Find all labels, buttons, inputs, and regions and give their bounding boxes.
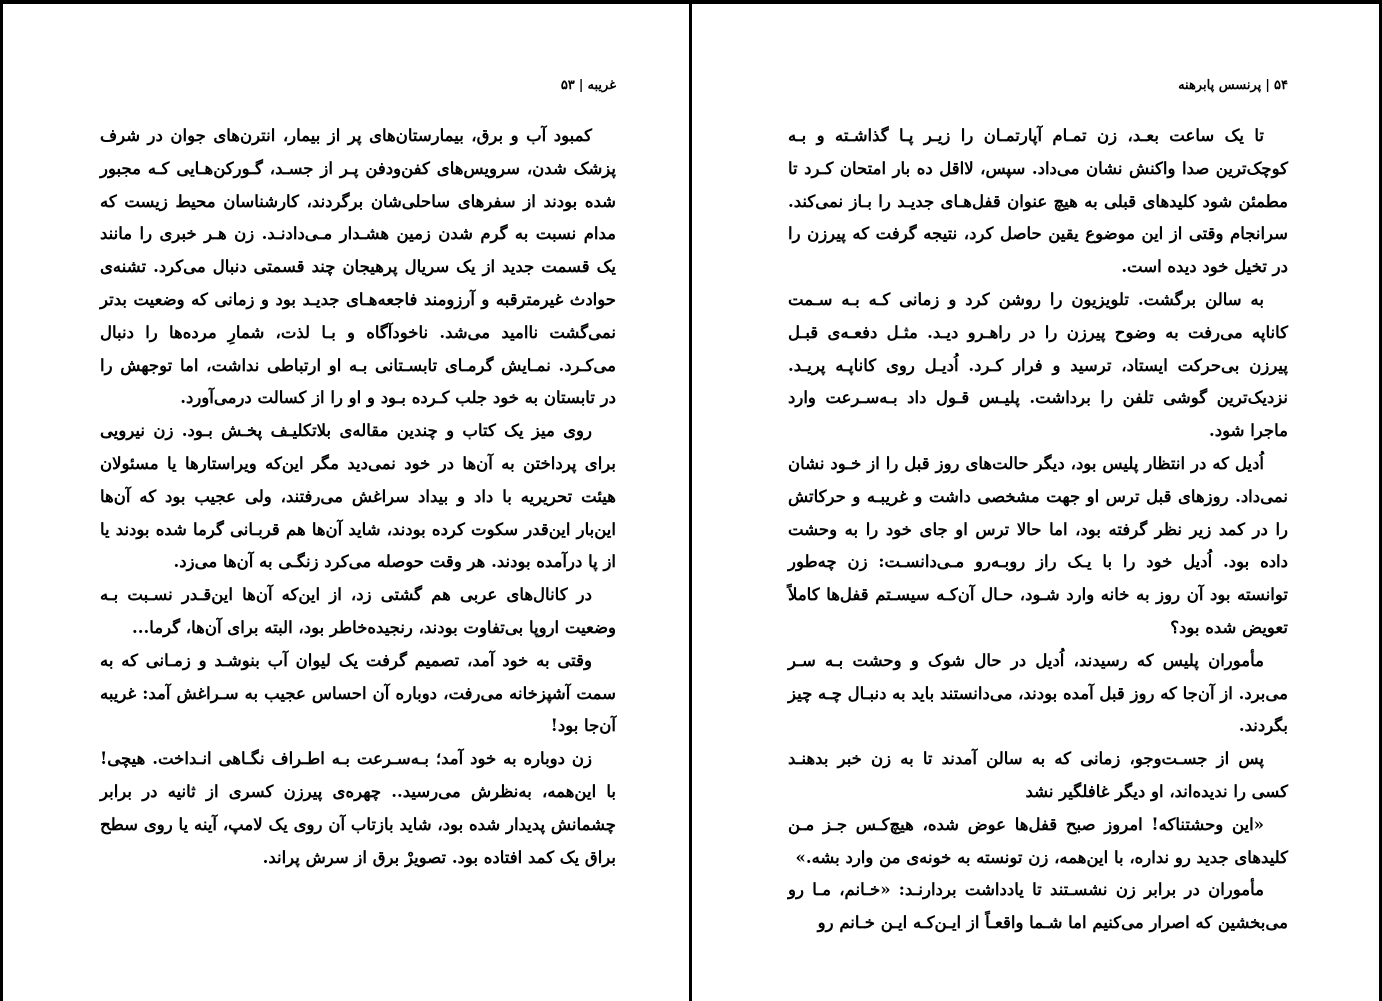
- left-paragraph: وقتی به خود آمد، تصمیم گرفت یک لیوان آب بنوشـد و زمـانی که به سمت آشپزخانه می‌رفت، دوباره آن احساس عجیب به سـراغش آمد: غریبه آن‌جا بود!: [100, 650, 616, 736]
- right-paragraph: به سالن برگشت. تلویزیون را روشن کرد و زمانی کـه بـه سـمت کاناپه می‌رفت به وضوح پیرزن را در راهـرو دیـد. مثـل دفعـه‌ی قبـل پیرزن بی‌حرکت ایستاد، ترسید و فرار کـرد. اُدیـل روی کاناپـه پریـد. نزدیک‌ترین گوشی تلفن را برداشت. پلیـس قـول داد بـه‌سـرعت وارد ماجرا شود.: [788, 289, 1288, 441]
- left-page: [100, 0, 616, 1001]
- right-header-title: پرنسس پابرهنه: [1178, 78, 1262, 93]
- left-page-body: [100, 120, 616, 874]
- right-page: [788, 0, 1288, 1001]
- right-page-header: [1178, 74, 1288, 98]
- right-paragraph: اُدیل که در انتظار پلیس بود، دیگر حالت‌های روز قبل را از خـود نشان نمی‌داد. روزهای قبل ترس او جهت مشخصی داشت و غریبـه و حرکاتش را در کمد زیر نظر گرفته بود، اما حالا ترس او جای خود را به وحشت داده بود. اُدیل خود را با یـک راز روبـه‌رو مـی‌دانسـت: زن چه‌طور توانسته بود آن روز به خانه وارد شـود، حـال آن‌کـه سیسـتم قفل‌ها کاملاً تعویض شده بود؟: [788, 453, 1288, 637]
- right-paragraph: «این وحشتناکه! امروز صبح قفل‌ها عوض شده، هیچ‌کـس جـز مـن کلیدهای جدید رو نداره، با این‌همه، زن تونسته به خونه‌ی من وارد بشه.»: [788, 814, 1288, 867]
- left-paragraph: زن دوباره به خود آمد؛ بـه‌سـرعت بـه اطـراف نگـاهی انـداخت. هیچی! با این‌همه، به‌نظرش می‌رسید.. چهره‌ی پیرزن کسری از ثانیه در برابر چشمانش پدیدار شده بود، شاید بازتاب آن روی یک لامپ، آینه یا روی سطح براق یک کمد افتاده بود. تصویرْ برق از سرش پراند.: [100, 749, 616, 867]
- right-header-separator: |: [1265, 78, 1271, 93]
- left-paragraph: کمبود آب و برق، بیمارستان‌های پر از بیمار، انترن‌های جوان در شرف پزشک شدن، سرویس‌های کفن‌ودفن پـر از جسـد، گـورکن‌هـایی کـه مجبور شده بودند از سفرهای ساحلی‌شان برگردند، کارشناسان محیط زیست که مدام نسبت به گرم شدن زمین هشـدار مـی‌دادنـد. زن هـر خبری را مانند یک قسمت جدید از یک سریال پرهیجان چند قسمتی دنبال می‌کرد. تشنه‌ی حوادث غیرمترقبه و آرزومند فاجعه‌هـای جدیـد بود و زمانی که وضعیت بدتر نمی‌گشت ناامید می‌شد. ناخودآگاه و بـا لذت، شمارِ مرده‌ها را دنبال می‌کـرد. نمـایش گرمـای تابسـتانی بـه او ارتباطی نداشت، اما توجهش را در تابستان به خود جلب کـرده بـود و او را از کسالت درمی‌آورد.: [100, 126, 616, 408]
- right-paragraph: تا یک ساعت بعـد، زن تمـام آپارتمـان را زیـر پـا گذاشـته و بـه کوچک‌ترین صدا واکنش نشان می‌داد. سپس، لااقل ده بار امتحان کـرد تا مطمئن شود کلیدهای قبلی به هیچ عنوان قفل‌هـای جدیـد را بـاز نمی‌کند. سرانجام وقتی از این موضوع یقین حاصل کرد، نتیجه گرفت که پیرزن را در تخیل خود دیده است.: [788, 126, 1288, 277]
- left-paragraph: روی میز یک کتاب و چندین مقاله‌ی بلاتکلیـف پخـش بـود. زن نیرویی برای پرداختن به آن‌ها در خود نمی‌دید مگر این‌که ویراستارها یا مسئولان هیئت تحریریه با داد و بیداد سراغش می‌رفتند، ولی عجیب بود که آن‌ها این‌بار این‌قدر سکوت کرده بودند، شاید آن‌ها هم قربـانی گرما شده بودند یا از پا درآمده بودند. هر وقت حوصله می‌کرد زنگـی به آن‌ها می‌زد.: [100, 421, 616, 572]
- left-page-number: ۵۳: [560, 78, 575, 93]
- right-paragraph: مأموران پلیس که رسیدند، اُدیل در حال شوک و وحشت بـه سـر می‌برد. از آن‌جا که روز قبل آمده بودند، می‌دانستند باید به دنبـال چـه چیز بگردند.: [788, 650, 1288, 736]
- right-paragraph: پس از جسـت‌وجو، زمانی که به سالن آمدند تا به زن خبر بدهنـد کسی را ندیده‌اند، او دیگر غافلگیر نشد: [788, 749, 1288, 801]
- left-page-header: [561, 74, 616, 98]
- page-frame-left: [0, 0, 3, 1001]
- right-paragraph: مأموران در برابر زن نشسـتند تا یادداشت بردارنـد: «خـانم، مـا رو می‌بخشین که اصرار می‌کنیم اما شـما واقعـاً از ایـن‌کـه ایـن خـانم رو: [788, 880, 1288, 933]
- book-spine-divider: [689, 0, 692, 1001]
- left-header-title: غریبه: [587, 78, 616, 93]
- right-page-number: ۵۴: [1274, 78, 1288, 93]
- left-paragraph: در کانال‌های عربی هم گشتی زد، از این‌که آن‌ها این‌قـدر نسـبت بـه وضعیت اروپا بی‌تفاوت بودند، رنجیده‌خاطر بود، البته برای آن‌ها، گرما...: [100, 585, 616, 637]
- left-header-separator: |: [578, 78, 584, 93]
- right-page-body: [788, 120, 1288, 940]
